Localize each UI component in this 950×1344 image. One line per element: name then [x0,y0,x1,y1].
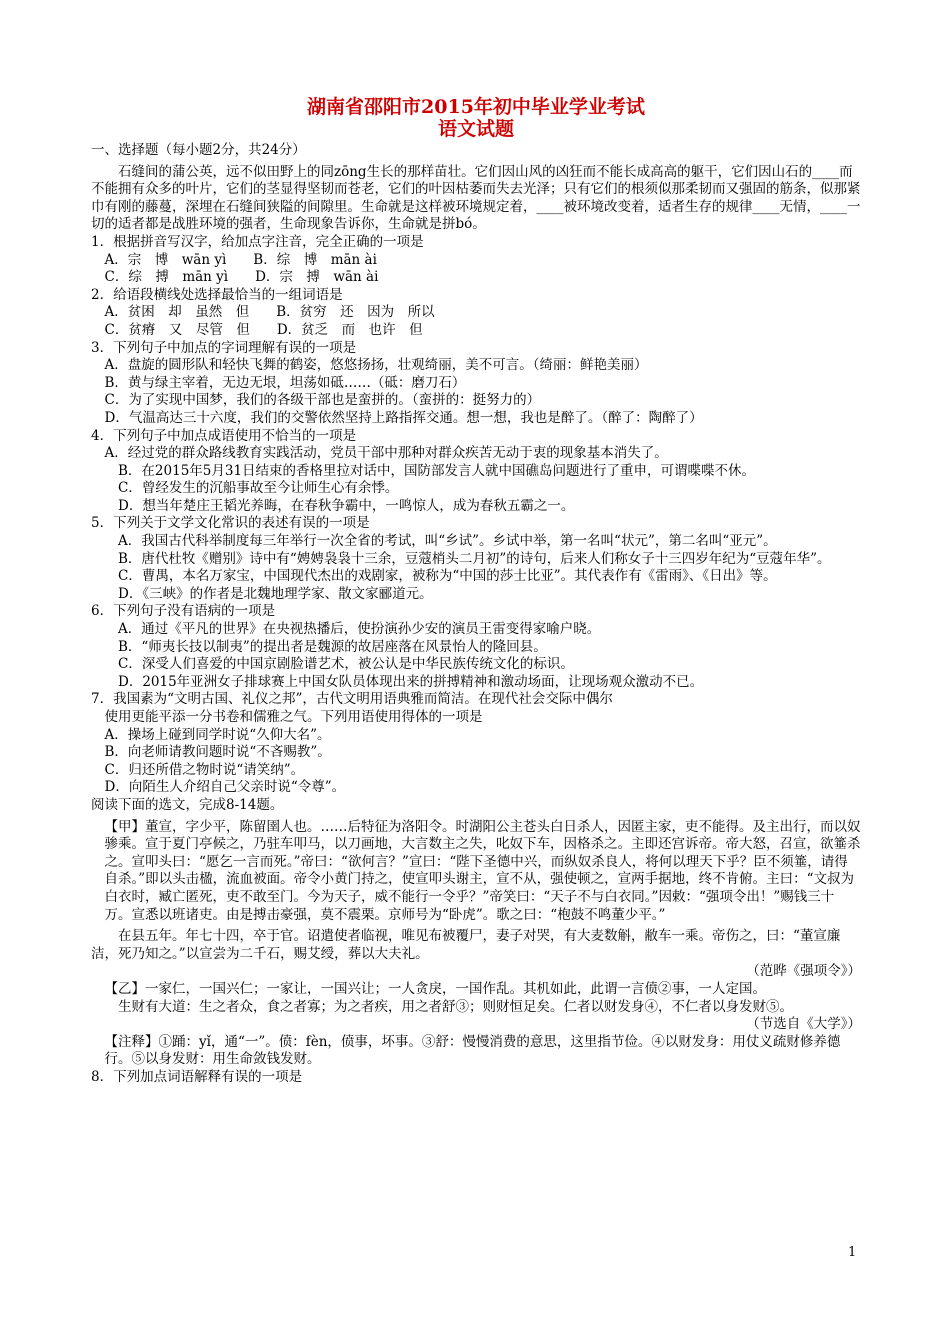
text-line: A．盘旋的圆形队和轻快飞舞的鹤姿，悠悠扬扬，壮观绮丽，美不可言。（绮丽：鲜艳美丽） [104,357,648,374]
text-line: A．操场上碰到同学时说“久仰大名”。 [104,726,331,743]
text-line: 8．下列加点词语解释有误的一项是 [91,1068,303,1085]
text-line: 1．根据拼音写汉字，给加点字注音，完全正确的一项是 [91,233,424,250]
text-line: D．气温高达三十六度，我们的交警依然坚持上路指挥交通。想一想，我也是醉了。（醉了：陶醉了） [104,409,703,426]
text-line: B．在2015年5月31日结束的香格里拉对话中，国防部发言人就中国礁岛问题进行了重申，可谓喋喋不休。 [118,462,756,479]
text-line: B．唐代杜牧《赠别》诗中有“娉娉袅袅十三余，豆蔻梢头二月初”的诗句，后来人们称女子十三四岁年纪为“豆蔻年华”。 [118,550,831,567]
text-line: 在县五年。年七十四，卒于官。诏遣使者临视，唯见布被覆尸，妻子对哭，有大麦数斛，敝车一乘。帝伤之，曰：“董宣廉洁，死乃知之。”以宣尝为二千石，赐艾绶，葬以大夫礼。 [91,928,841,962]
text-line: 4．下列句子中加点成语使用不恰当的一项是 [91,427,357,444]
text-line: 【注释】①踊：yǐ，通“一”。偾：fèn，偾事，坏事。③舒：慢慢消费的意思，这里指节俭。④以财发身：用仗义疏财修养德行。⑤以身发财：用生命敛钱发财。 [104,1033,841,1068]
text-line: A．我国古代科举制度每三年举行一次全省的考试，叫“乡试”。乡试中举，第一名叫“状元”，第二名叫“亚元”。 [118,533,777,550]
text-line: D．向陌生人介绍自己父亲时说“令尊”。 [104,779,346,796]
text-line: （节选自《大学》） [746,1016,861,1033]
text-line: 阅读下面的选文，完成8-14题。 [91,796,284,813]
text-line: D．想当年楚庄王韬光养晦，在春秋争霸中，一鸣惊人，成为春秋五霸之一。 [118,497,575,514]
text-line: A．贫困 却 虽然 但 B．贫穷 还 因为 所以 [104,304,435,321]
text-line: A．经过党的群众路线教育实践活动，党员干部中那种对群众疾苦无动于衷的现象基本消失了。 [104,445,668,462]
text-line: A．通过《平凡的世界》在央视热播后，使扮演孙少安的演员王雷变得家喻户晓。 [118,621,601,638]
text-line: D．2015年亚洲女子排球赛上中国女队员体现出来的拼搏精神和激动场面，让现场观众激动不已。 [118,673,704,690]
text-line: B．向老师请教问题时说“不吝赐教”。 [104,744,331,761]
text-line: C．深受人们喜爱的中国京剧脸谱艺术，被公认是中华民族传统文化的标识。 [118,656,574,673]
text-line: 7．我国素为“文明古国、礼仪之邦”，古代文明用语典雅而简洁。在现代社会交际中偶尔 [91,691,613,708]
text-line: A．宗 博 wān yì B．综 博 mān ài [104,251,377,268]
page-subtitle: 语文试题 [437,118,514,140]
text-line: 生财有大道：生之者众，食之者寡；为之者疾，用之者舒③；则财恒足矣。仁者以财发身④，不仁者以身发财⑤。 [118,998,793,1015]
document-page [91,96,861,1086]
text-line: 石缝间的蒲公英，远不似田野上的同zōng生长的那样苗壮。它们因山风的凶狂而不能长成高高的躯干，它们因山石的____而不能拥有众多的叶片，它们的茎显得坚韧而苍老，它们的叶因枯萎而失去光泽；只有它们的根须似那柔韧而又强固的筋条，似那紧巾有刚的藤蔓，深埋在石缝间狭隘的间隙里。生命就是这样被环境规定着，____被环境改变着，适者生存的规律____无情，____一切的适者都是战胜环境的强者，生命现象告诉你，生命就是拼bó。 [91,163,861,233]
text-line: B．“师夷长技以制夷”的提出者是魏源的故居座落在风景怡人的隆回县。 [118,638,547,655]
text-line: C．为了实现中国梦，我们的各级干部也是蛮拼的。（蛮拼的：挺努力的） [104,392,541,409]
text-line: C．曾经发生的沉船事故至今让师生心有余悸。 [118,480,399,497]
text-line: 5．下列关于文学文化常识的表述有误的一项是 [91,515,370,532]
text-line: 6．下列句子没有语病的一项是 [91,603,276,620]
text-line: C．贫瘠 又 尽管 但 D．贫乏 而 也许 但 [104,321,423,338]
text-line: C．曹禺，本名万家宝，中国现代杰出的戏剧家，被称为“中国的莎士比亚”。其代表作有《雷雨》、《日出》等。 [118,568,777,585]
text-line: C．综 搏 mān yì D．宗 搏 wān ài [104,269,379,286]
text-line: 【甲】董宣，字少平，陈留圉人也。……后特征为洛阳令。时湖阳公主苍头白日杀人，因匿主家，吏不能得。及主出行，而以奴骖乘。宣于夏门亭候之，乃驻车叩马，以刀画地，大言数主之失，叱奴下车，因格杀之。主即还宫诉帝。帝大怒，召宣，欲箠杀之。宣叩头曰：“愿乞一言而死。”帝曰：“欲何言？”宣曰：“陛下圣德中兴，而纵奴杀良人，将何以理天下乎？臣不须箠，请得自杀。”即以头击楹，流血被面。帝令小黄门持之，使宣叩头谢主，宣不从，强使顿之，宣两手据地，终不肯俯。主曰：“文叔为白衣时，臧亡匿死，吏不敢至门。今为天子，威不能行一令乎？”帝笑曰：“天子不与白衣同。”因敕：“强项令出！”赐钱三十万。宣悉以班诸吏。由是搏击豪强，莫不震栗。京师号为“卧虎”。歌之曰：“枹鼓不鸣董少平。” [104,818,861,923]
text-line: 2．给语段横线处选择最恰当的一组词语是 [91,286,343,303]
text-line: D．《三峡》的作者是北魏地理学家、散文家郦道元。 [118,585,433,602]
text-line: 【乙】一家仁，一国兴仁；一家让，一国兴让；一人贪戾，一国作乱。其机如此，此谓一言偾②事，一人定国。 [104,980,766,997]
page-number: 1 [848,1245,857,1260]
document-body [91,142,861,1086]
text-line: 使用更能平添一分书卷和儒雅之气。下列用语使用得体的一项是 [104,709,483,725]
text-line: （范晔《强项令》） [746,963,861,980]
text-line: B．黄与绿主宰着，无边无垠，坦荡如砥……（砥：磨刀石） [104,374,466,391]
text-line: 一、选择题（每小题2分，共24分） [91,142,306,158]
text-line: C．归还所借之物时说“请笑纳”。 [104,761,305,778]
page-title: 湖南省邵阳市2015年初中毕业学业考试 [307,96,645,118]
text-line: 3．下列句子中加点的字词理解有误的一项是 [91,339,357,356]
